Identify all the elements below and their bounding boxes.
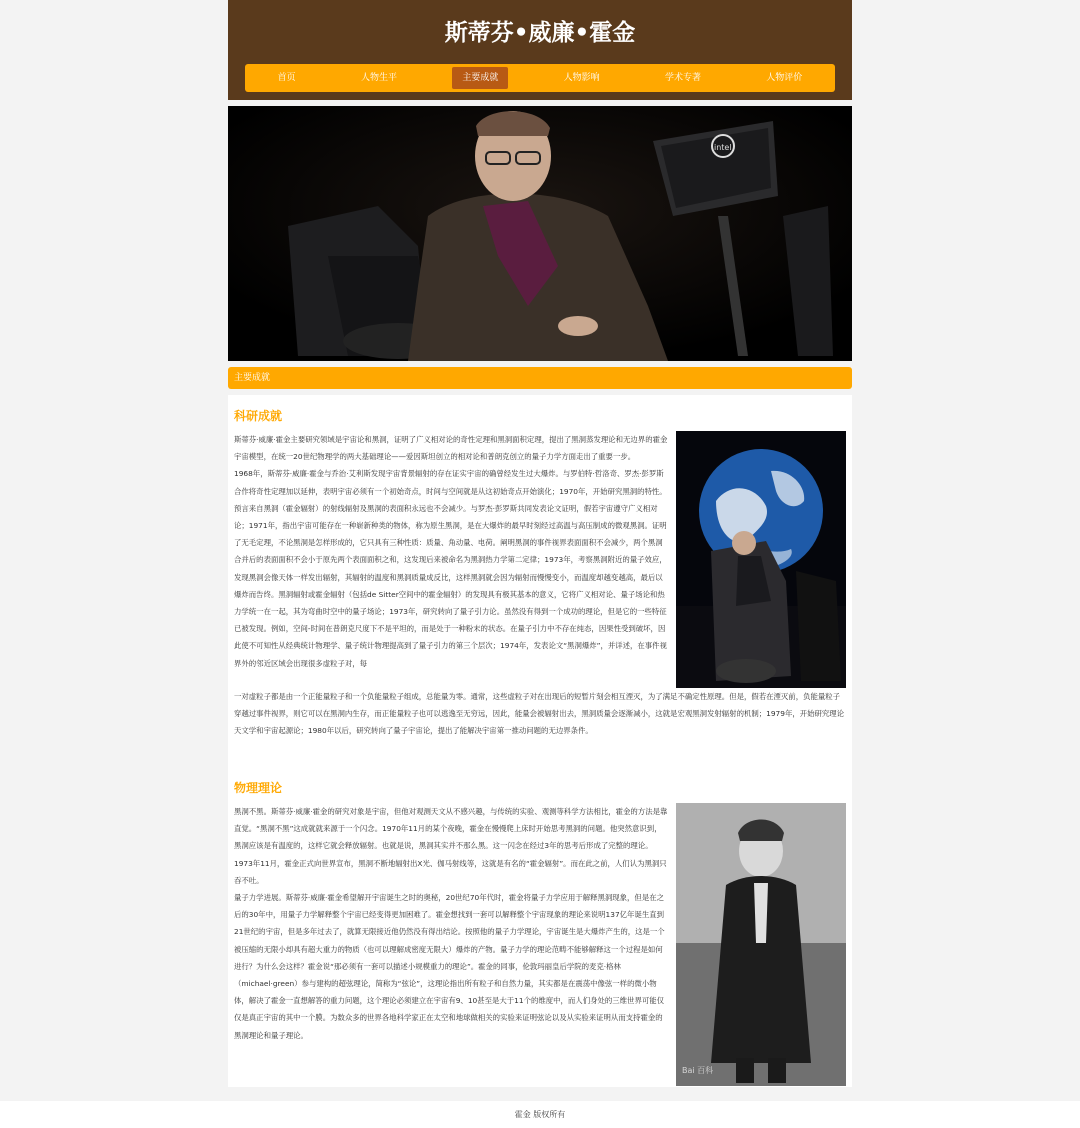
paragraph: 斯蒂芬·威廉·霍金主要研究领域是宇宙论和黑洞，证明了广义相对论的奇性定理和黑洞面积定理，提出了黑洞蒸发理论和无边界的霍金宇宙模型，在统一20世纪物理学的两大基础理论——爱因斯坦创立的相对论和普朗克创立的量子力学方面走出了重要一步。 [234,435,668,462]
nav-item-biography[interactable]: 人物生平 [360,73,397,83]
site-title: 斯蒂芬•威廉•霍金 [444,20,636,46]
footer [0,1101,1080,1128]
physics-text [234,803,668,1086]
watermark-text: Bai 百科 [682,1066,714,1075]
nav-item-home[interactable]: 首页 [277,73,296,83]
block-title-physics: 物理理论 [234,781,283,795]
paragraph: 黑洞不黑。斯蒂芬·威廉·霍金的研究对象是宇宙，但他对观测天文从不感兴趣，与传统的实验、观测等科学方法相比，霍金的方法是靠直觉。“黑洞不黑”这成就就来源于一个闪念。1970年11月的某个夜晚，霍金在慢慢爬上床时开始思考黑洞的问题。他突然意识到，黑洞应该是有温度的，这样它就会释放辐射。也就是说，黑洞其实并不那么黑。这一闪念在经过3年的思考后形成了完整的理论。1973年11月，霍金正式向世界宣布，黑洞不断地辐射出X光、伽马射线等，这就是有名的“霍金辐射”。而在此之前，人们认为黑洞只吞不吐。 [234,807,668,885]
earth-illustration [676,431,846,688]
portrait-photo [676,803,846,1086]
page [228,0,852,1087]
research-text-continued [234,688,846,740]
earth-photo [676,431,846,688]
nav-item-achievements[interactable]: 主要成就 [452,67,508,89]
main-nav [245,64,835,92]
section-header: 主要成就 [228,367,852,389]
nav-item-works[interactable]: 学术专著 [664,73,701,83]
research-text [234,431,668,688]
paragraph: 1968年，斯蒂芬·威廉·霍金与乔治·艾利斯发现宇宙背景辐射的存在证实宇宙的确曾经发生过大爆炸。与罗伯特·哲洛奇、罗杰·彭罗斯合作将奇性定理加以延伸，表明宇宙必须有一个初始奇点，时间与空间就是从这初始奇点开始演化；1970年，开始研究黑洞的特性。预言来自黑洞（霍金辐射）的射线辐射及黑洞的表面积永远也不会减少。与罗杰·彭罗斯共同发表论文证明，假若宇宙遵守广义相对论；1971年，指出宇宙可能存在一种崭新种类的物体，称为原生黑洞，是在大爆炸的最早时刻经过高温与高压制成的微观黑洞。证明了无毛定理，不论黑洞是怎样形成的，它只具有三种性质：质量、角动量、电荷。阐明黑洞的事件视界表面面积不会减少，两个黑洞合并后的表面面积不会小于原先两个表面面积之和，这发现后来被命名为黑洞热力学第二定律；1973年，考察黑洞附近的量子效应，发现黑洞会像天体一样发出辐射，其辐射的温度和黑洞质量成反比，这样黑洞就会因为辐射而慢慢变小，而温度却越变越高，最后以爆炸而告终。黑洞辐射或霍金辐射（包括de Sitter空间中的霍金辐射）的发现具有极其基本的意义，它将广义相对论、量子场论和热力学统一在一起，其为弯曲时空中的量子场论；1973年，研究转向了量子引力论。虽然没有得到一个成功的理论，但是它的一些特征已被发现。例如，空间-时间在普朗克尺度下不是平坦的，而是处于一种粉末的状态。在量子引力中不存在纯态，因果性受到破坏，因此使不可知性从经典统计物理学、量子统计物理提高到了量子引力的第三个层次；1974年，发表论文“黑洞爆炸”，并详述，在事件视界外的邻近区域会出现很多虚粒子对，每 [234,469,667,668]
site-header [228,0,852,100]
banner-image [228,106,852,361]
nav-item-evaluation[interactable]: 人物评价 [766,73,803,83]
content-panel [228,395,852,1087]
svg-text:intel: intel [714,143,732,152]
paragraph: 量子力学进展。斯蒂芬·威廉·霍金希望解开宇宙诞生之时的奥秘，20世纪70年代时，霍金将量子力学应用于解释黑洞现象，但是在之后的30年中，用量子力学解释整个宇宙已经变得更加困难了。霍金想找到一套可以解释整个宇宙现象的理论来说明137亿年诞生直到21世纪的宇宙，但是多年过去了，就算无限接近他仍然没有得出结论。按照他的量子力学理论，宇宙诞生是大爆炸产生的，这是一个被压缩的无限小却具有超大重力的物质（也可以理解成密度无限大）爆炸的产物。量子力学的理论范畴不能够解释这一个过程是如何进行？为什么会这样？霍金说“那必须有一套可以描述小规模重力的理论”。霍金的同事，伦敦玛丽皇后学院的麦克·格林（michael·green）参与建构的超弦理论，简称为“弦论”，这理论指出所有粒子和自然力量，其实都是在震荡中像弦一样的微小物体，解决了霍金一直想解答的重力问题，这个理论必须建立在宇宙有9、10甚至是大于11个的维度中，而人们身处的三维世界可能仅仅是真正宇宙的其中一个膜。为数众多的世界各地科学家正在太空和地球做相关的实验来证明弦论以及从实验来证明从而支持霍金的黑洞理论和量子理论。 [234,893,665,1040]
portrait-illustration [676,803,846,1086]
copyright-text: 霍金 版权所有 [514,1110,566,1119]
banner-illustration [228,106,852,361]
paragraph: 一对虚粒子都是由一个正能量粒子和一个负能量粒子组成，总能量为零。通常，这些虚粒子对在出现后的短暂片刻会相互湮灭，为了满足不确定性原理。但是，假若在湮灭前，负能量粒子穿越过事件视界，则它可以在黑洞内生存，而正能量粒子也可以逃逸至无穷远，因此，能量会被辐射出去，黑洞质量会逐渐减小，这就是宏观黑洞发射辐射的机制；1979年，开始研究理论天文学和宇宙起源论；1980年以后，研究转向了量子宇宙论，提出了能解决宇宙第一推动问题的无边界条件。 [234,692,845,736]
block-title-research: 科研成就 [234,409,283,423]
nav-item-influence[interactable]: 人物影响 [563,73,600,83]
